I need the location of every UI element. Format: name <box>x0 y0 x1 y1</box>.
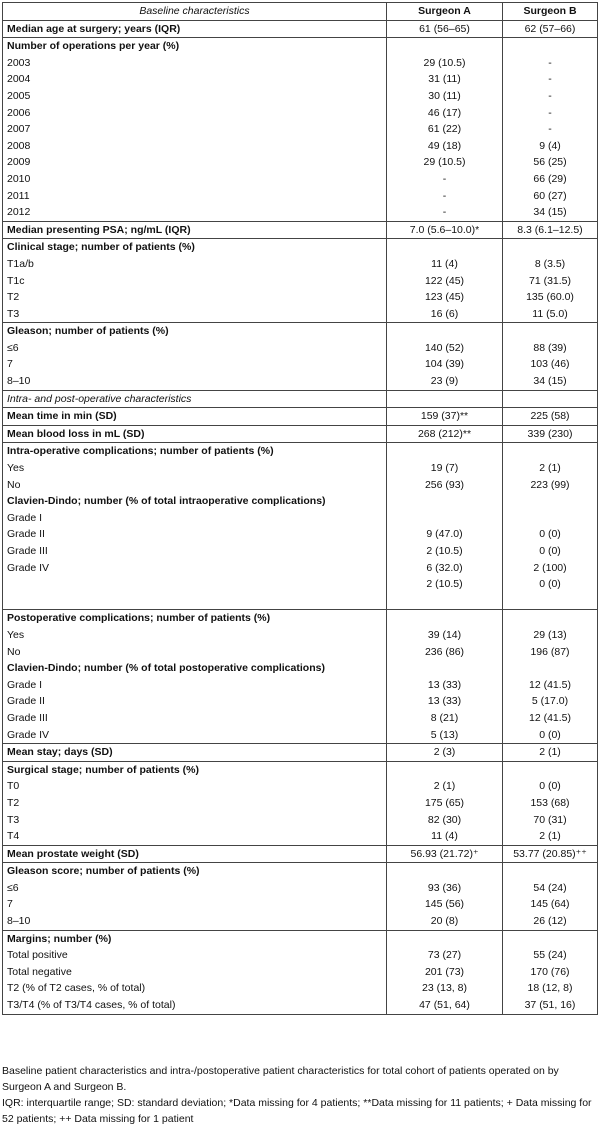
row-label <box>3 576 387 593</box>
table-row <box>3 744 598 762</box>
surgeon-a-value: 268 (212)** <box>387 425 503 443</box>
table-row <box>3 55 598 72</box>
row-label: ≤6 <box>3 340 387 357</box>
surgeon-b-value: - <box>503 88 598 105</box>
table-row <box>3 913 598 930</box>
surgeon-a-value: 47 (51, 64) <box>387 997 503 1014</box>
row-label: Grade III <box>3 710 387 727</box>
table-row <box>3 812 598 829</box>
table-row <box>3 660 598 677</box>
surgeon-a-value: 61 (22) <box>387 121 503 138</box>
surgeon-a-value: 23 (9) <box>387 373 503 390</box>
surgeon-a-value: 46 (17) <box>387 105 503 122</box>
row-label: Mean prostate weight (SD) <box>3 845 387 863</box>
table-row <box>3 273 598 290</box>
row-label: 2010 <box>3 171 387 188</box>
surgeon-a-value: 11 (4) <box>387 256 503 273</box>
table-row <box>3 510 598 527</box>
table-row <box>3 727 598 744</box>
table-row <box>3 460 598 477</box>
surgeon-b-value: 2 (100) <box>503 560 598 577</box>
row-label: Intra- and post-operative characteristics <box>3 390 387 408</box>
table-body <box>3 3 598 1015</box>
surgeon-a-value <box>387 761 503 778</box>
surgeon-a-value <box>387 38 503 55</box>
row-label: 2007 <box>3 121 387 138</box>
surgeon-a-value <box>387 390 503 408</box>
table-row <box>3 845 598 863</box>
table-row <box>3 306 598 323</box>
table-row <box>3 323 598 340</box>
caption-footnotes: IQR: interquartile range; SD: standard deviation; *Data missing for 4 patients; **Data missing for 11 patients; + Data missing for 52 patients; ++ Data missing for 1 patient <box>2 1097 592 1125</box>
surgeon-b-value: 153 (68) <box>503 795 598 812</box>
table-row <box>3 778 598 795</box>
table-row <box>3 677 598 694</box>
row-label: Total positive <box>3 947 387 964</box>
surgeon-b-value: 53.77 (20.85)⁺⁺ <box>503 845 598 863</box>
row-label: Grade IV <box>3 727 387 744</box>
surgeon-b-value <box>503 239 598 256</box>
surgeon-b-value: 29 (13) <box>503 627 598 644</box>
table-row <box>3 256 598 273</box>
surgeon-a-value: 9 (47.0) <box>387 526 503 543</box>
table-row <box>3 627 598 644</box>
surgeon-a-value: 61 (56–65) <box>387 20 503 38</box>
surgeon-b-value: 8 (3.5) <box>503 256 598 273</box>
row-label: 2012 <box>3 204 387 221</box>
surgeon-b-value: - <box>503 121 598 138</box>
surgeon-a-value: 8 (21) <box>387 710 503 727</box>
table-row <box>3 795 598 812</box>
row-label: Postoperative complications; number of patients (%) <box>3 610 387 627</box>
row-label: Mean stay; days (SD) <box>3 744 387 762</box>
table-row <box>3 88 598 105</box>
row-label: Grade II <box>3 693 387 710</box>
row-label: Clinical stage; number of patients (%) <box>3 239 387 256</box>
row-label: Median presenting PSA; ng/mL (IQR) <box>3 221 387 239</box>
row-label: Total negative <box>3 964 387 981</box>
surgeon-b-value: 2 (1) <box>503 744 598 762</box>
surgeon-b-value: 88 (39) <box>503 340 598 357</box>
surgeon-a-value <box>387 443 503 460</box>
surgeon-a-value: 16 (6) <box>387 306 503 323</box>
surgeon-b-value: 145 (64) <box>503 896 598 913</box>
surgeon-a-value: 2 (1) <box>387 778 503 795</box>
row-label: Mean time in min (SD) <box>3 408 387 426</box>
table-row <box>3 373 598 390</box>
surgeon-b-value: 34 (15) <box>503 204 598 221</box>
row-label: 7 <box>3 356 387 373</box>
table-row <box>3 997 598 1014</box>
surgeon-b-value: 225 (58) <box>503 408 598 426</box>
surgeon-b-value: 55 (24) <box>503 947 598 964</box>
surgeon-a-value: 7.0 (5.6–10.0)* <box>387 221 503 239</box>
surgeon-b-value: 2 (1) <box>503 460 598 477</box>
row-label: Median age at surgery; years (IQR) <box>3 20 387 38</box>
surgeon-b-value: 196 (87) <box>503 644 598 661</box>
row-label: 8–10 <box>3 913 387 930</box>
surgeon-a-value: 49 (18) <box>387 138 503 155</box>
row-label: No <box>3 644 387 661</box>
surgeon-a-value: 5 (13) <box>387 727 503 744</box>
row-label: Grade IV <box>3 560 387 577</box>
table-row <box>3 593 598 610</box>
surgeon-a-value <box>387 930 503 947</box>
surgeon-a-value: 19 (7) <box>387 460 503 477</box>
table-row <box>3 863 598 880</box>
row-label: Surgical stage; number of patients (%) <box>3 761 387 778</box>
surgeon-b-value: 0 (0) <box>503 526 598 543</box>
table-row <box>3 425 598 443</box>
table-row <box>3 171 598 188</box>
surgeon-b-value: 5 (17.0) <box>503 693 598 710</box>
row-label: Mean blood loss in mL (SD) <box>3 425 387 443</box>
surgeon-b-value: 0 (0) <box>503 576 598 593</box>
row-label: 2005 <box>3 88 387 105</box>
surgeon-b-value: 339 (230) <box>503 425 598 443</box>
surgeon-a-value <box>387 660 503 677</box>
surgeon-b-value: 11 (5.0) <box>503 306 598 323</box>
table-row <box>3 121 598 138</box>
table-row <box>3 880 598 897</box>
surgeon-b-value: 9 (4) <box>503 138 598 155</box>
surgeon-a-value: 145 (56) <box>387 896 503 913</box>
surgeon-b-value: - <box>503 55 598 72</box>
surgeon-a-value: 140 (52) <box>387 340 503 357</box>
surgeon-a-value: - <box>387 204 503 221</box>
table-row <box>3 477 598 494</box>
surgeon-b-value <box>503 443 598 460</box>
table-row <box>3 71 598 88</box>
surgeon-a-value: 159 (37)** <box>387 408 503 426</box>
row-label: Grade II <box>3 526 387 543</box>
surgeon-b-value: 18 (12, 8) <box>503 980 598 997</box>
row-label: T2 <box>3 795 387 812</box>
surgeon-a-value: - <box>387 171 503 188</box>
row-label: Margins; number (%) <box>3 930 387 947</box>
surgeon-a-value: 56.93 (21.72)⁺ <box>387 845 503 863</box>
surgeon-b-value <box>503 610 598 627</box>
surgeon-a-value <box>387 610 503 627</box>
table-row <box>3 239 598 256</box>
table-row <box>3 980 598 997</box>
table-row <box>3 154 598 171</box>
row-label: T1a/b <box>3 256 387 273</box>
surgeon-a-value <box>387 863 503 880</box>
surgeon-b-value <box>503 390 598 408</box>
surgeon-a-value: 30 (11) <box>387 88 503 105</box>
surgeon-b-value: 54 (24) <box>503 880 598 897</box>
surgeon-a-value: 2 (10.5) <box>387 576 503 593</box>
table-header-row <box>3 3 598 21</box>
table-row <box>3 105 598 122</box>
surgeon-a-value: - <box>387 188 503 205</box>
surgeon-a-value: 175 (65) <box>387 795 503 812</box>
surgeon-b-value: 37 (51, 16) <box>503 997 598 1014</box>
row-label: T1c <box>3 273 387 290</box>
surgeon-a-value <box>387 593 503 610</box>
surgeon-a-value: 82 (30) <box>387 812 503 829</box>
surgeon-b-value <box>503 493 598 510</box>
table-row <box>3 204 598 221</box>
row-label: Intra-operative complications; number of patients (%) <box>3 443 387 460</box>
surgeon-a-value: 23 (13, 8) <box>387 980 503 997</box>
surgeon-b-value: 8.3 (6.1–12.5) <box>503 221 598 239</box>
surgeon-b-value: 70 (31) <box>503 812 598 829</box>
table-row <box>3 896 598 913</box>
row-label: T3 <box>3 812 387 829</box>
table-row <box>3 221 598 239</box>
row-label <box>3 593 387 610</box>
table-row <box>3 543 598 560</box>
surgeon-a-value: 13 (33) <box>387 693 503 710</box>
characteristics-table <box>2 2 598 1015</box>
surgeon-b-value: 0 (0) <box>503 727 598 744</box>
row-label: 2004 <box>3 71 387 88</box>
surgeon-b-value: 66 (29) <box>503 171 598 188</box>
row-label: Grade I <box>3 677 387 694</box>
surgeon-b-value: 34 (15) <box>503 373 598 390</box>
row-label: Clavien-Dindo; number (% of total intraoperative complications) <box>3 493 387 510</box>
row-label: 8–10 <box>3 373 387 390</box>
row-label: 7 <box>3 896 387 913</box>
table-row <box>3 710 598 727</box>
surgeon-b-value <box>503 660 598 677</box>
caption-description: Baseline patient characteristics and intra-/postoperative patient characteristics for total cohort of patients operated on by Surgeon A and Surgeon B. <box>2 1065 559 1093</box>
surgeon-b-value: 103 (46) <box>503 356 598 373</box>
row-label: Grade I <box>3 510 387 527</box>
surgeon-b-value: 0 (0) <box>503 543 598 560</box>
surgeon-a-value: 2 (10.5) <box>387 543 503 560</box>
surgeon-b-value <box>503 323 598 340</box>
table-row <box>3 947 598 964</box>
row-label: ≤6 <box>3 880 387 897</box>
table-row <box>3 289 598 306</box>
surgeon-b-value <box>503 930 598 947</box>
surgeon-b-value: - <box>503 105 598 122</box>
surgeon-a-value: 123 (45) <box>387 289 503 306</box>
surgeon-a-value <box>387 323 503 340</box>
surgeon-a-value: 73 (27) <box>387 947 503 964</box>
row-label: T2 (% of T2 cases, % of total) <box>3 980 387 997</box>
surgeon-b-value <box>503 761 598 778</box>
row-label: 2009 <box>3 154 387 171</box>
surgeon-a-value: 6 (32.0) <box>387 560 503 577</box>
row-label: Yes <box>3 460 387 477</box>
row-label: 2008 <box>3 138 387 155</box>
surgeon-a-value: 29 (10.5) <box>387 154 503 171</box>
surgeon-b-value <box>503 38 598 55</box>
table-row <box>3 356 598 373</box>
surgeon-a-value: 39 (14) <box>387 627 503 644</box>
table-row <box>3 560 598 577</box>
surgeon-b-value <box>503 593 598 610</box>
surgeon-b-value: 12 (41.5) <box>503 677 598 694</box>
header-surgeon-b: Surgeon B <box>503 3 598 21</box>
table-row <box>3 964 598 981</box>
table-caption <box>2 1063 596 1127</box>
surgeon-a-value: 201 (73) <box>387 964 503 981</box>
surgeon-a-value: 29 (10.5) <box>387 55 503 72</box>
table-row <box>3 493 598 510</box>
table-row <box>3 20 598 38</box>
row-label: 2006 <box>3 105 387 122</box>
table-row <box>3 188 598 205</box>
row-label: Gleason; number of patients (%) <box>3 323 387 340</box>
header-surgeon-a: Surgeon A <box>387 3 503 21</box>
row-label: Yes <box>3 627 387 644</box>
row-label: T4 <box>3 828 387 845</box>
surgeon-a-value <box>387 510 503 527</box>
surgeon-a-value <box>387 239 503 256</box>
surgeon-b-value: - <box>503 71 598 88</box>
table-row <box>3 526 598 543</box>
surgeon-b-value: 56 (25) <box>503 154 598 171</box>
surgeon-b-value: 170 (76) <box>503 964 598 981</box>
row-label: No <box>3 477 387 494</box>
row-label: T3 <box>3 306 387 323</box>
surgeon-b-value: 135 (60.0) <box>503 289 598 306</box>
surgeon-b-value: 223 (99) <box>503 477 598 494</box>
table-row <box>3 340 598 357</box>
surgeon-b-value: 0 (0) <box>503 778 598 795</box>
surgeon-b-value: 62 (57–66) <box>503 20 598 38</box>
surgeon-b-value: 12 (41.5) <box>503 710 598 727</box>
surgeon-a-value <box>387 493 503 510</box>
table-row <box>3 828 598 845</box>
surgeon-a-value: 2 (3) <box>387 744 503 762</box>
surgeon-b-value <box>503 510 598 527</box>
surgeon-b-value: 2 (1) <box>503 828 598 845</box>
row-label: 2011 <box>3 188 387 205</box>
surgeon-a-value: 93 (36) <box>387 880 503 897</box>
table-row <box>3 576 598 593</box>
table-row <box>3 693 598 710</box>
surgeon-a-value: 13 (33) <box>387 677 503 694</box>
surgeon-b-value: 26 (12) <box>503 913 598 930</box>
surgeon-b-value <box>503 863 598 880</box>
row-label: Grade III <box>3 543 387 560</box>
surgeon-a-value: 20 (8) <box>387 913 503 930</box>
row-label: T0 <box>3 778 387 795</box>
table-row <box>3 644 598 661</box>
table-row <box>3 443 598 460</box>
table-row <box>3 138 598 155</box>
row-label: Gleason score; number of patients (%) <box>3 863 387 880</box>
table-row <box>3 390 598 408</box>
table-row <box>3 38 598 55</box>
surgeon-a-value: 104 (39) <box>387 356 503 373</box>
table-row <box>3 610 598 627</box>
surgeon-a-value: 31 (11) <box>387 71 503 88</box>
row-label: T2 <box>3 289 387 306</box>
row-label: T3/T4 (% of T3/T4 cases, % of total) <box>3 997 387 1014</box>
surgeon-a-value: 256 (93) <box>387 477 503 494</box>
surgeon-b-value: 60 (27) <box>503 188 598 205</box>
row-label: 2003 <box>3 55 387 72</box>
surgeon-b-value: 71 (31.5) <box>503 273 598 290</box>
row-label: Number of operations per year (%) <box>3 38 387 55</box>
surgeon-a-value: 11 (4) <box>387 828 503 845</box>
table-row <box>3 408 598 426</box>
table-row <box>3 930 598 947</box>
row-label: Clavien-Dindo; number (% of total postoperative complications) <box>3 660 387 677</box>
table-row <box>3 761 598 778</box>
header-label: Baseline characteristics <box>3 3 387 21</box>
surgeon-a-value: 122 (45) <box>387 273 503 290</box>
surgeon-a-value: 236 (86) <box>387 644 503 661</box>
